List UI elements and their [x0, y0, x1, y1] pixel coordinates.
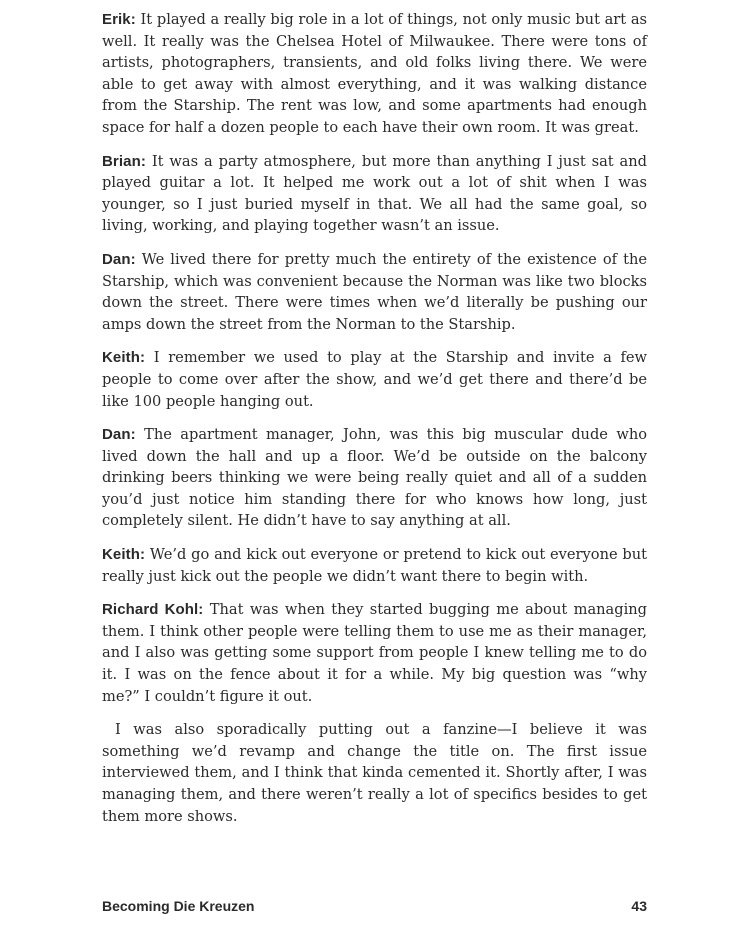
interview-paragraph [102, 249, 647, 335]
speaker-name: Keith: [102, 349, 146, 367]
interview-paragraph [102, 424, 647, 532]
page-number: 43 [631, 898, 647, 914]
speaker-name: Richard Kohl: [102, 601, 204, 619]
running-footer-title: Becoming Die Kreuzen [102, 898, 255, 914]
interview-paragraph [102, 599, 647, 707]
speaker-name: Dan: [102, 426, 136, 444]
paragraph-text: It was a party atmosphere, but more than anything I just sat and played guitar a lot. It helped me work out a lot of shit when I was younger, so I just buried myself in that. We all had the same goal, so living, working, and playing together wasn’t an issue. [102, 152, 647, 235]
speaker-name: Dan: [102, 250, 136, 268]
paragraph-text: We lived there for pretty much the entirety of the existence of the Starship, which was convenient because the Norman was like two blocks down the street. There were times when we’d literally be pushing our amps down the street from the Norman to the Starship. [102, 250, 648, 333]
paragraph-text: I remember we used to play at the Starship and invite a few people to come over after the show, and we’d get there and there’d be like 100 people hanging out. [102, 349, 648, 410]
paragraph-text: That was when they started bugging me about managing them. I think other people were telling them to use me as their manager, and I also was getting some support from people I knew telling me to do it. I was on the fence about it for a while. My big question was “why me?” I couldn’t figure it out. [102, 601, 647, 705]
paragraph-text: We’d go and kick out everyone or pretend to kick out everyone but really just kick out the people we didn’t want there to begin with. [102, 546, 648, 585]
closing-paragraph: I was also sporadically putting out a fanzine—I believe it was something we’d revamp and change the title on. The first issue interviewed them, and I think that kinda cemented it. Shortly after, I was managing them, and there weren’t really a lot of specifics besides to get them more shows. [102, 721, 647, 825]
interview-paragraph [102, 544, 647, 587]
speaker-name: Erik: [102, 11, 136, 28]
interview-paragraph [102, 9, 647, 139]
paragraph-text: The apartment manager, John, was this big muscular dude who lived down the hall and up a floor. We’d be outside on the balcony drinking beers thinking we were being really quiet and all of a sudden you’d just notice him standing there for who knows how long, just completely silent. He didn’t have to say anything at all. [102, 426, 647, 530]
interview-paragraph [102, 347, 647, 412]
interview-paragraph [102, 151, 647, 237]
speaker-name: Brian: [102, 152, 146, 170]
page-body [102, 9, 647, 839]
paragraph-text: It played a really big role in a lot of things, not only music but art as well. It really was the Chelsea Hotel of Milwaukee. There were tons of artists, photographers, transients, and old folks living there. We were able to get away with almost everything, and it was walking distance from the Starship. The rent was low, and some apartments had enough space for half a dozen people to each have their own room. It was great. [102, 11, 648, 136]
speaker-name: Keith: [102, 546, 146, 564]
